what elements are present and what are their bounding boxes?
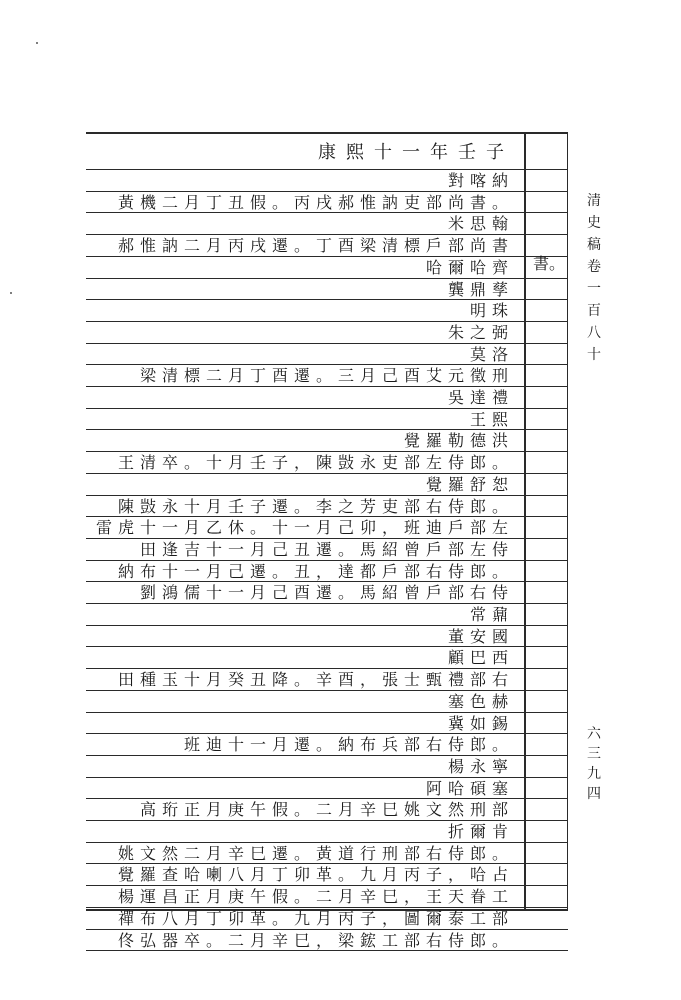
row-text: 米思翰 [447, 214, 514, 233]
table-row [88, 386, 520, 409]
table-row [88, 603, 520, 626]
row-text: 田種玉十月癸丑降。辛酉，張士甄禮部右 [117, 670, 514, 689]
table-row [88, 885, 520, 908]
row-text: 阿哈碩塞 [425, 779, 514, 798]
table-row [88, 581, 520, 604]
row-text: 吳達禮 [447, 388, 514, 407]
row-text: 覺羅舒恕 [425, 475, 514, 494]
table-row [88, 863, 520, 886]
row-text: 折爾肯 [447, 822, 514, 841]
running-title: 清史稿卷一百八十 [587, 193, 601, 363]
table-row [88, 451, 520, 474]
table-right-border [567, 132, 568, 910]
table-row [88, 820, 520, 843]
table-row [88, 429, 520, 452]
table-row [88, 234, 520, 257]
table-row [88, 278, 520, 301]
side-note: 書。 [532, 254, 565, 273]
table-main-divider [524, 132, 526, 910]
row-text: 朱之弼 [447, 323, 514, 342]
page-number: 六三九四 [587, 726, 601, 802]
row-text: 常鼐 [469, 605, 514, 624]
table-row [88, 625, 520, 648]
table-row [88, 907, 520, 930]
table-row [88, 798, 520, 821]
table-row [88, 473, 520, 496]
table-row [88, 690, 520, 713]
row-text: 陳敱永十月壬子遷。李之芳吏部右侍郎。 [117, 497, 514, 516]
row-text: 哈爾哈齊 [425, 258, 514, 277]
table-row [88, 343, 520, 366]
table-row [88, 212, 520, 235]
table-row [88, 929, 520, 952]
row-text: 龔鼎孳 [447, 280, 514, 299]
row-text: 劉鴻儒十一月己酉遷。馬紹曾戶部右侍 [139, 583, 514, 602]
row-text: 楊運昌正月庚午假。二月辛巳，王天眷工 [117, 887, 514, 906]
table-row [88, 495, 520, 518]
row-text: 雷虎十一月乙休。十一月己卯，班迪戶部左 [95, 518, 514, 537]
row-text: 顧巴西 [447, 648, 514, 667]
table-row [88, 299, 520, 322]
row-text: 納布十一月己遷。丑，達都戶部右侍郎。 [117, 562, 514, 581]
row-text: 塞色赫 [447, 692, 514, 711]
table-row [88, 842, 520, 865]
table-row [88, 321, 520, 344]
table-row [88, 516, 520, 539]
row-text: 覺羅勒德洪 [403, 431, 514, 450]
row-text: 黃機二月丁丑假。丙戌郝惟訥吏部尚書。 [117, 193, 514, 212]
print-speck [36, 42, 38, 44]
row-text: 董安國 [447, 627, 514, 646]
row-text: 楊永寧 [447, 757, 514, 776]
print-speck [10, 292, 12, 294]
table-row [88, 646, 520, 669]
table-row [88, 777, 520, 800]
row-text: 田逢吉十一月己丑遷。馬紹曾戶部左侍 [139, 540, 514, 559]
table-row [88, 169, 520, 192]
table-row [88, 733, 520, 756]
table-top-rule [86, 132, 568, 134]
table-title-row [88, 141, 520, 164]
row-text: 高珩正月庚午假。二月辛巳姚文然刑部 [139, 800, 514, 819]
row-text: 佟弘器卒。二月辛巳，梁鋐工部右侍郎。 [117, 931, 514, 950]
table-row [88, 191, 520, 214]
row-text: 王熙 [469, 410, 514, 429]
row-text: 郝惟訥二月丙戌遷。丁酉梁清標戶部尚書 [117, 236, 514, 255]
row-text: 班迪十一月遷。納布兵部右侍郎。 [183, 735, 514, 754]
table-row [88, 668, 520, 691]
table-row [88, 755, 520, 778]
table-row [88, 538, 520, 561]
table-row [88, 364, 520, 387]
row-text: 王清卒。十月壬子，陳敱永吏部左侍郎。 [117, 453, 514, 472]
row-text: 冀如錫 [447, 714, 514, 733]
row-text: 明珠 [469, 301, 514, 320]
table-title: 康熙十一年壬子 [318, 142, 514, 163]
row-text: 覺羅查哈喇八月丁卯革。九月丙子，哈占 [117, 865, 514, 884]
row-text: 禪布八月丁卯革。九月丙子，圖爾泰工部 [117, 909, 514, 928]
table-row [88, 256, 520, 279]
row-text: 對喀納 [447, 171, 514, 190]
row-text: 梁清標二月丁酉遷。三月己酉艾元徵刑 [139, 366, 514, 385]
table-row [88, 712, 520, 735]
row-text: 姚文然二月辛巳遷。黃道行刑部右侍郎。 [117, 844, 514, 863]
row-text: 莫洛 [469, 345, 514, 364]
table-row [88, 560, 520, 583]
table-row [88, 408, 520, 431]
